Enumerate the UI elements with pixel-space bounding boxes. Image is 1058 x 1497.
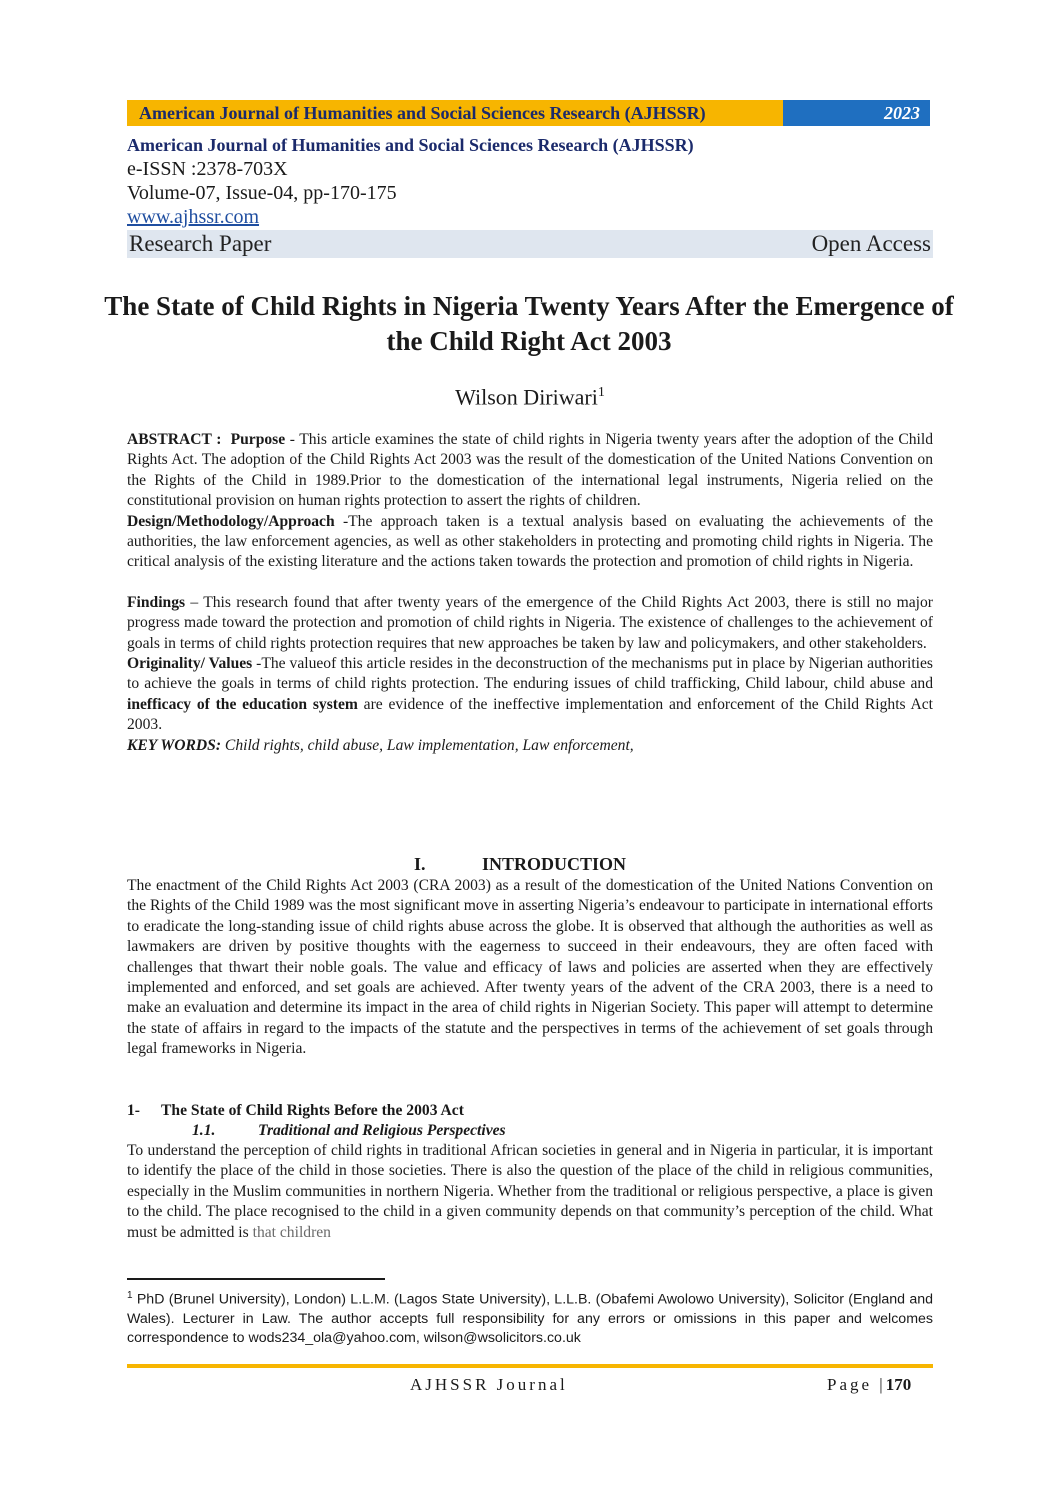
originality-label: Originality/ Values <box>127 655 253 673</box>
volume-issue: Volume-07, Issue-04, pp-170-175 <box>127 182 397 204</box>
originality-bold: inefficacy of the education system <box>127 695 358 713</box>
purpose-label: Purpose <box>230 431 286 448</box>
subsection-title: Traditional and Religious Perspectives <box>258 1122 506 1139</box>
author-footnote-marker[interactable]: 1 <box>597 385 605 400</box>
purpose-text: - This article examines the state of child rights in Nigeria twenty years after the adoption of the Child Rights Act. The adoption of the Child Rights Act 2003 was the result of the domestication of the United Nations Convention on the Rights of the Child in 1989.Prior to the domestication of the international legal instruments, Nigeria relied on the constitutional provision on human rights protection to assert the rights of children. <box>127 431 934 510</box>
footnote-marker: 1 <box>127 1290 133 1301</box>
abstract-purpose <box>127 430 933 512</box>
originality-text-2: are evidence of the ineffective implementation and enforcement of the Child Rights Act 2003. <box>127 695 934 734</box>
design-text: -The approach taken is a textual analysis based on evaluating the achievements of the authorities, the law enforcement agencies, as well as other stakeholders in protecting and promoting child rights in Nigeria. The critical analysis of the existing literature and the actions taken towards the protection and promotion of child rights in Nigeria. <box>127 512 933 571</box>
paper-type-bar <box>127 230 933 258</box>
open-access-label: Open Access <box>811 231 931 256</box>
footer-rule <box>127 1364 933 1368</box>
abstract <box>127 430 933 756</box>
section-1-number: 1- <box>127 1102 140 1119</box>
findings-text: – This research found that after twenty years of the emergence of the Child Rights Act 2003, there is still no major progress made toward the protection and promotion of child rights in Nigeria. The existence of challenges to the achievement of goals in terms of child rights protection requires that new approaches be taken by law and policymakers, and other stakeholders. <box>127 593 933 652</box>
keywords-text: Child rights, child abuse, Law implementation, Law enforcement, <box>221 736 634 754</box>
section-1-text: To understand the perception of child rights in traditional African societies in general and in Nigeria in particular, it is important to identify the place of the child in those societies. There is also the question of the place of the child in religious communities, especially in the Muslim communities in northern Nigeria. Whether from the traditional or religious perspective, a place is given to the child. The place recognised to the child in a given community depends on that community’s perception of the child. What must be admitted is <box>127 1142 933 1241</box>
keywords-label: KEY WORDS: <box>127 736 222 754</box>
journal-name: American Journal of Humanities and Social Sciences Research (AJHSSR) <box>127 135 694 155</box>
findings-label: Findings <box>127 593 186 611</box>
section-1-heading <box>127 1101 464 1121</box>
banner-journal-title: American Journal of Humanities and Social Sciences Research (AJHSSR) <box>127 100 783 126</box>
journal-website-link[interactable]: www.ajhssr.com <box>127 206 260 228</box>
section-1-title: The State of Child Rights Before the 2003 Act <box>161 1102 464 1119</box>
originality-text-1: -The valueof this article resides in the deconstruction of the mechanisms put in place by Nigerian authorities to achieve the goals in terms of child rights protection. The enduring issues of child trafficking, Child labour, child abuse and <box>127 655 933 693</box>
introduction-paragraph: The enactment of the Child Rights Act 2003 (CRA 2003) as a result of the domestication of the United Nations Convention on the Rights of the Child 1989 was the most significant move in asserting Nigeria’s endeavour to participate in international efforts to eradicate the long-standing issue of child rights abuse across the globe. It is observed that although the authorities as well as lawmakers are driven by positive thoughts with the eagerness to succeed in their endeavours, they are often faced with challenges that thwart their noble goals. The value and efficacy of laws and policies are asserted when they are effectively implemented and enforced, and set goals are achieved. After twenty years of the advent of the CRA 2003, there is a need to make an evaluation and determine its impact in the area of child rights in Nigerian Society. This paper will attempt to determine the state of affairs in regard to the impacts of the statute and the perspectives in terms of the achievement of set goals through legal frameworks in Nigeria. <box>127 877 933 1058</box>
paper-type: Research Paper <box>129 231 272 256</box>
page-number: 170 <box>885 1375 912 1394</box>
abstract-findings <box>127 593 933 654</box>
footnote <box>127 1286 933 1348</box>
author-name: Wilson Diriwari <box>455 384 598 410</box>
design-label: Design/Methodology/Approach <box>127 512 335 530</box>
journal-banner <box>127 100 930 126</box>
keywords <box>127 736 933 756</box>
abstract-label: ABSTRACT : <box>127 431 222 448</box>
page-label: Page | <box>827 1375 886 1394</box>
author-line <box>127 379 933 411</box>
abstract-originality <box>127 654 933 736</box>
footer-journal: AJHSSR Journal <box>410 1375 568 1394</box>
section-1-body <box>127 1141 933 1243</box>
footer-page <box>827 1374 911 1396</box>
section-number: I. <box>414 854 426 874</box>
footnote-separator <box>127 1278 385 1280</box>
article-title: The State of Child Rights in Nigeria Twenty Years After the Emergence of the Child Right Act 2003 <box>104 291 954 356</box>
journal-info <box>127 134 933 258</box>
subsection-number: 1.1. <box>192 1122 216 1139</box>
subsection-1-1-heading <box>192 1121 506 1141</box>
introduction-body <box>127 876 933 1060</box>
abstract-design <box>127 512 933 573</box>
section-title: INTRODUCTION <box>482 854 627 874</box>
issn: e-ISSN :2378-703X <box>127 158 288 180</box>
section-1-text-continued: that children <box>252 1223 331 1241</box>
banner-year: 2023 <box>783 100 930 126</box>
section-1-paragraph <box>127 1141 933 1243</box>
footnote-text: PhD (Brunel University), London) L.L.M. (Lagos State University), L.L.B. (Obafemi Awolowo University), Solicitor (England and Wales). Lecturer in Law. The author accepts full responsibility for any errors or omissions in this paper and welcomes correspondence to wods234_ola@yahoo.com, wilson@wsolicitors.co.uk <box>127 1291 933 1346</box>
